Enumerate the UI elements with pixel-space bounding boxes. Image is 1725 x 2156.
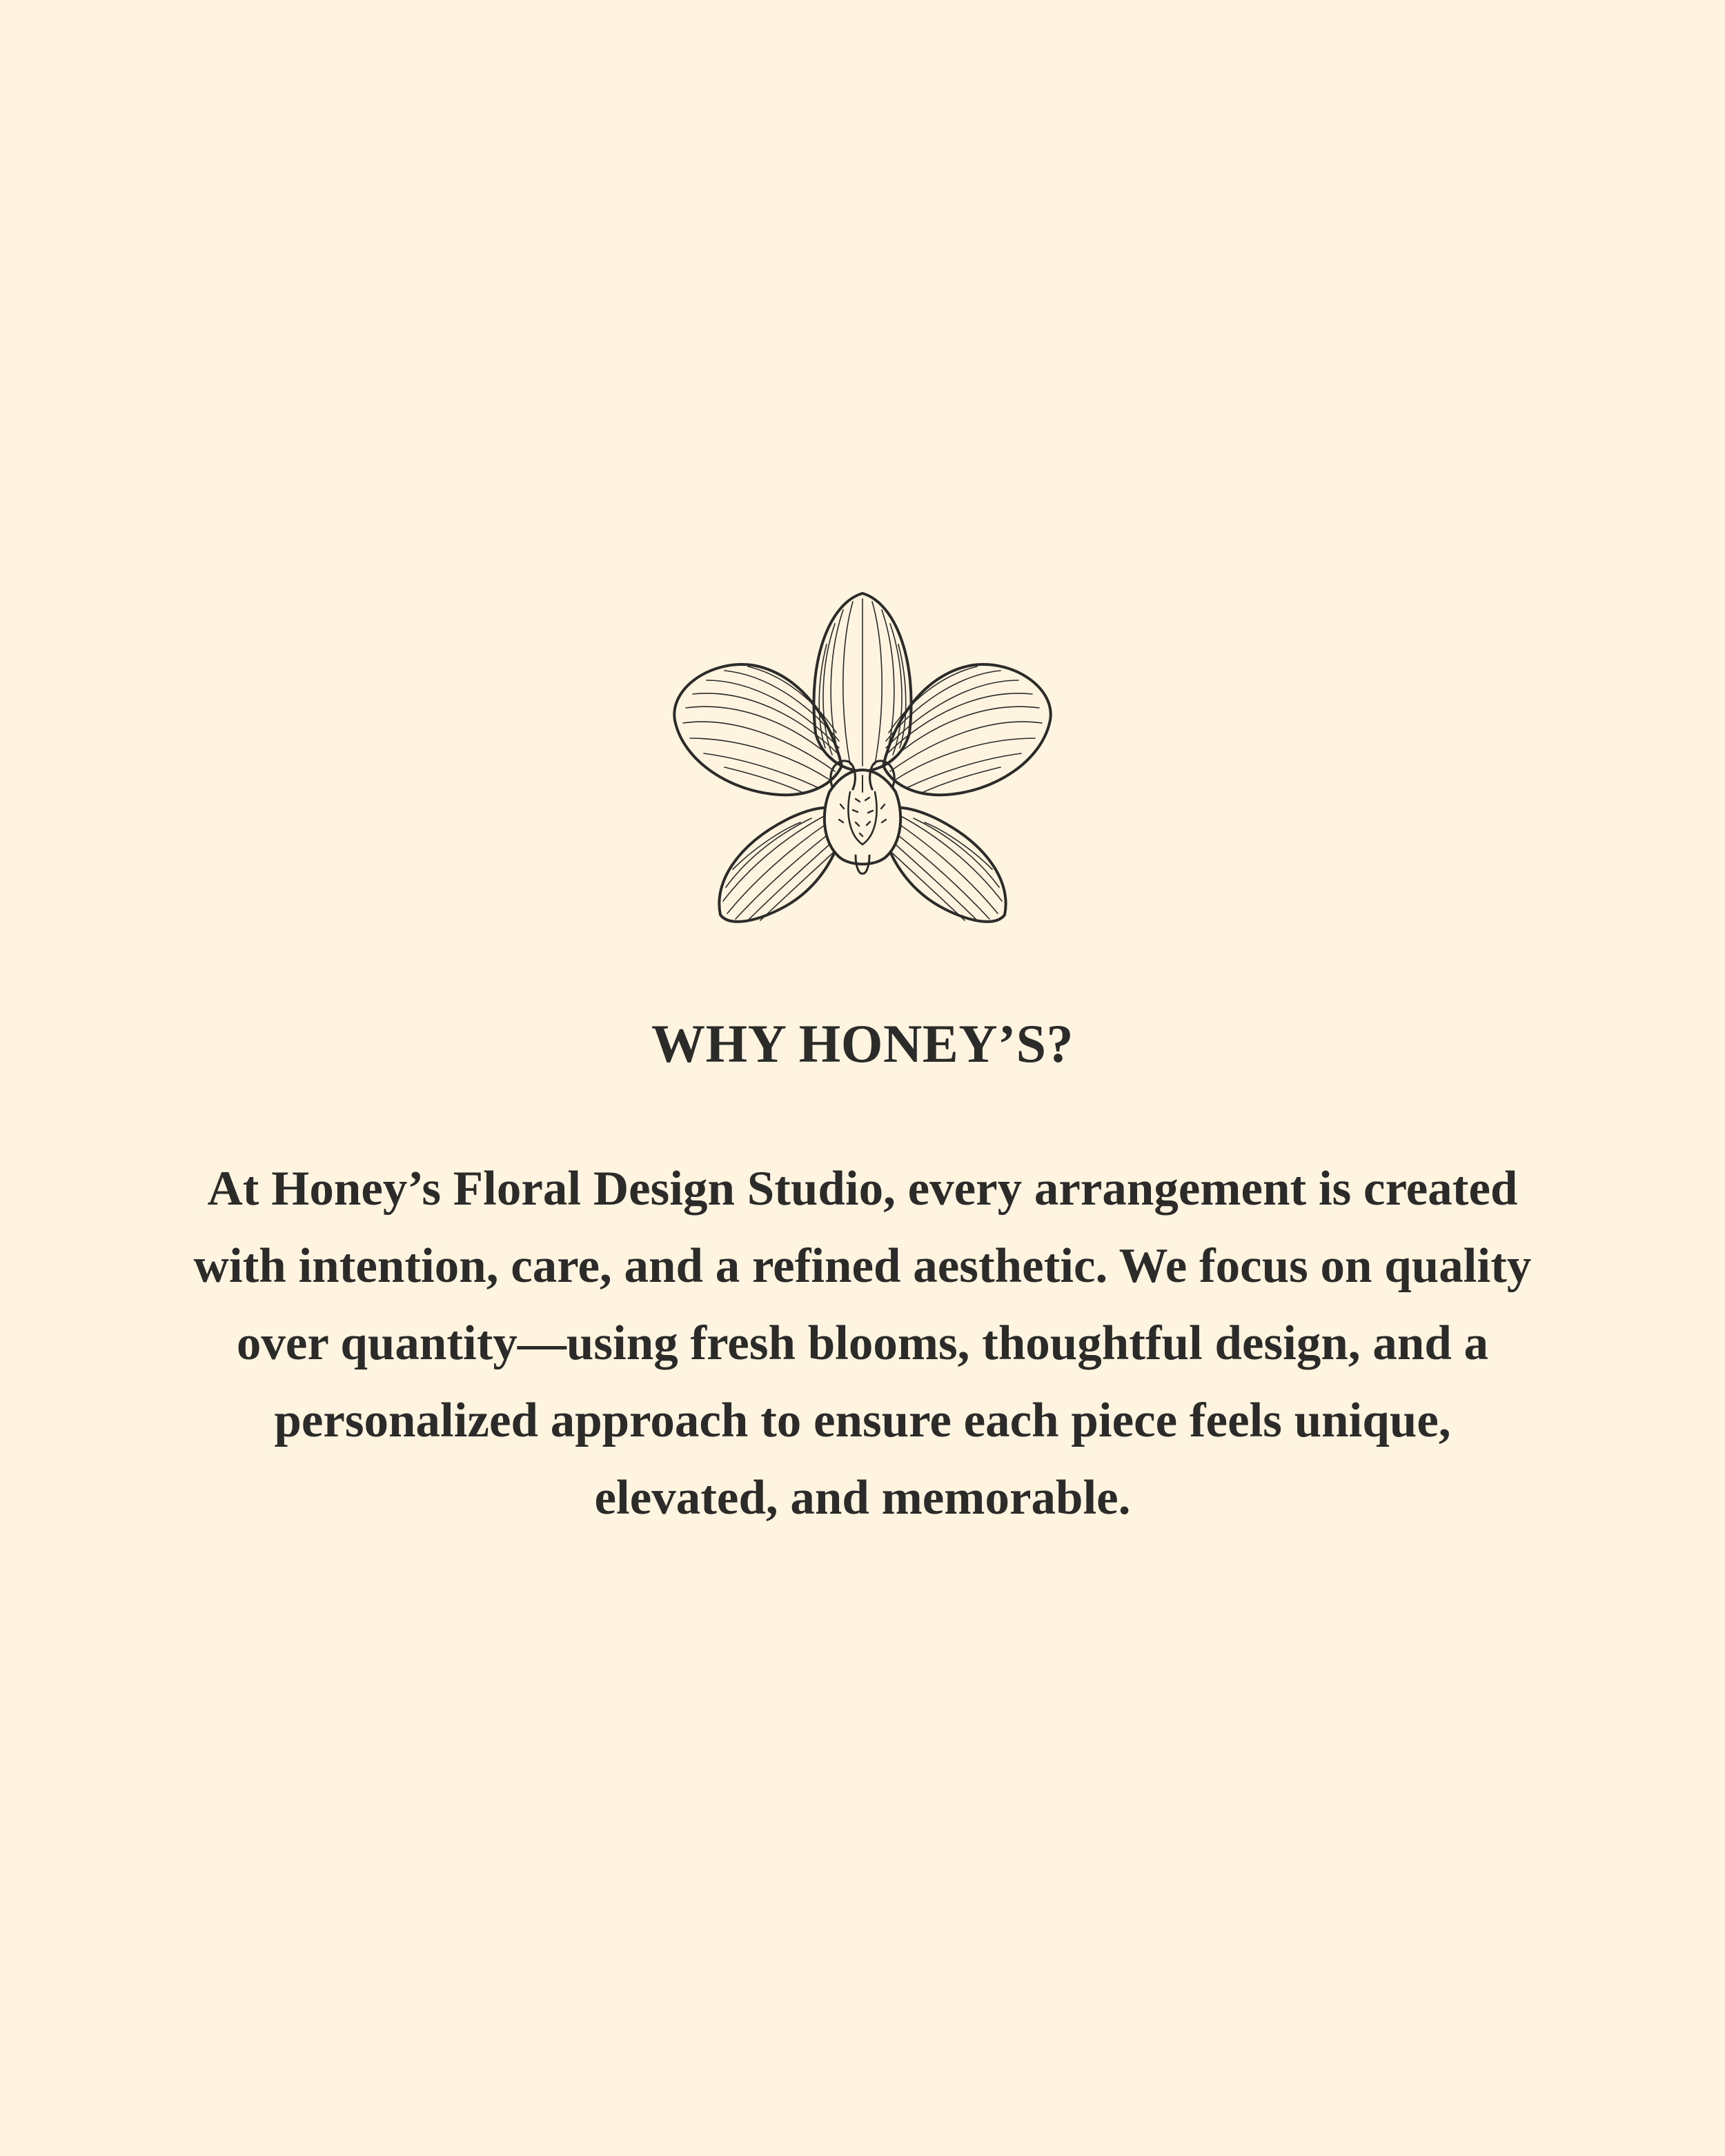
orchid-icon bbox=[669, 585, 1056, 930]
paragraph-line: At Honey’s Floral Design Studio, every arrangement is created bbox=[207, 1162, 1518, 1216]
orchid-illustration bbox=[669, 585, 1056, 930]
paragraph-line: elevated, and memorable. bbox=[594, 1471, 1131, 1525]
paragraph-line: personalized approach to ensure each piece feels unique, bbox=[274, 1394, 1451, 1447]
section-heading: WHY HONEY’S? bbox=[651, 1013, 1074, 1074]
paragraph-line: with intention, care, and a refined aesthetic. We focus on quality bbox=[193, 1239, 1532, 1293]
paragraph-line: over quantity—using fresh blooms, thoughtful design, and a bbox=[236, 1316, 1489, 1370]
description-paragraph bbox=[0, 1150, 1725, 1536]
